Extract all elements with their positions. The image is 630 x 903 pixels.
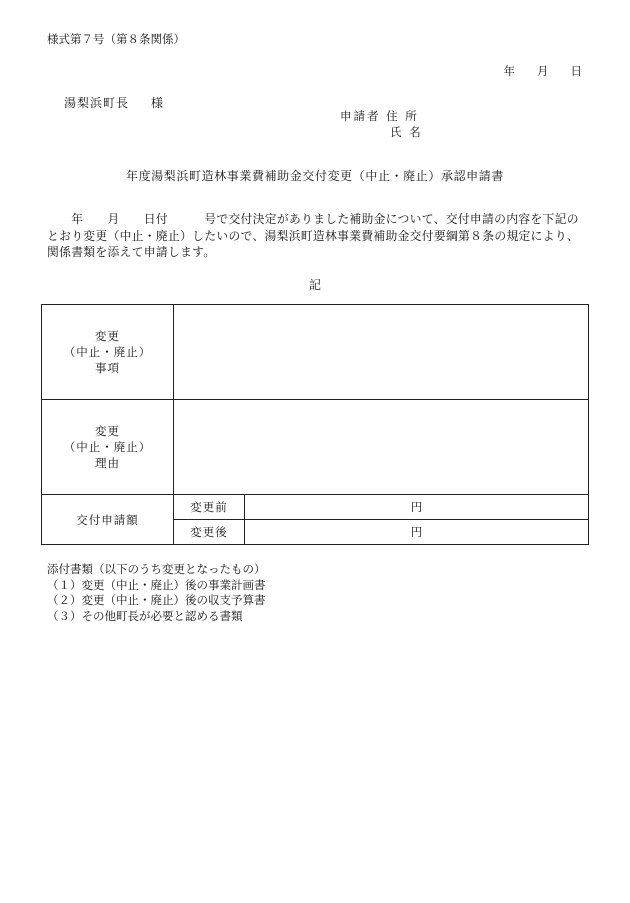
date-day-label: 日 — [570, 64, 582, 78]
change-item-label — [42, 305, 174, 400]
change-reason-field[interactable] — [174, 400, 589, 495]
application-table — [41, 304, 589, 545]
date-line — [504, 63, 583, 79]
addressee-honorific: 様 — [151, 96, 165, 110]
applicant-block — [340, 108, 423, 140]
body-paragraph: 年 月 日付 号で交付決定がありました補助金について、交付申請の内容を下記のとおり変更（中止・廃止）したいので、湯梨浜町造林事業費補助金交付要綱第８条の規定により、関係書類を添えて申請します。 — [47, 212, 580, 259]
form-number: 様式第７号（第８条関係） — [47, 32, 185, 46]
change-reason-label-line2: （中止・廃止） — [63, 440, 152, 454]
change-reason-label-line3: 理由 — [95, 456, 120, 470]
applicant-address-label: 申請者 住 所 — [340, 109, 419, 123]
attachments-heading: 添付書類（以下のうち変更となったもの） — [47, 562, 266, 576]
date-month-label: 月 — [537, 64, 549, 78]
after-change-amount[interactable]: 円 — [245, 520, 589, 545]
addressee — [64, 94, 164, 111]
before-change-amount[interactable]: 円 — [245, 495, 589, 520]
before-change-label: 変更前 — [174, 495, 245, 520]
attachment-item: （３）その他町長が必要と認める書類 — [47, 608, 243, 623]
change-reason-label-line1: 変更 — [95, 424, 120, 438]
attachments-section — [47, 562, 266, 624]
change-reason-label — [42, 400, 174, 495]
change-item-field[interactable] — [174, 305, 589, 400]
document-title: 年度湯梨浜町造林事業費補助金交付変更（中止・廃止）承認申請書 — [125, 169, 504, 183]
attachment-item: （１）変更（中止・廃止）後の事業計画書 — [47, 577, 266, 592]
after-change-label: 変更後 — [174, 520, 245, 545]
change-item-label-line3: 事項 — [95, 361, 120, 375]
addressee-name: 湯梨浜町長 — [64, 96, 130, 110]
date-year-label: 年 — [503, 64, 515, 78]
attachment-item: （２）変更（中止・廃止）後の収支予算書 — [47, 593, 266, 607]
ki-heading: 記 — [308, 278, 321, 292]
change-item-label-line1: 変更 — [95, 329, 120, 343]
grant-amount-label: 交付申請額 — [42, 495, 174, 545]
change-item-label-line2: （中止・廃止） — [63, 345, 152, 359]
applicant-name-label: 氏 名 — [390, 125, 423, 139]
